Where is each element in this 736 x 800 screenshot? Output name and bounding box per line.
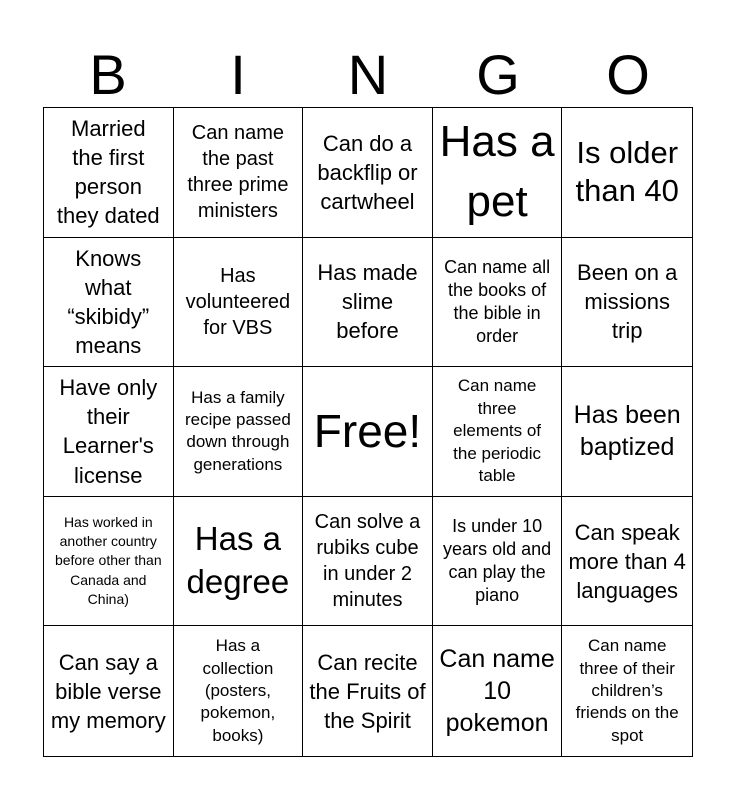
bingo-cell-r4c3[interactable] [303,497,433,627]
bingo-cell-r3c4[interactable] [433,367,563,497]
header-letter-g: G [476,43,520,106]
bingo-cell-r1c3[interactable] [303,108,433,238]
bingo-board [43,107,693,757]
cell-text: Can solve a rubiks cube in under 2 minutes [314,511,421,612]
cell-text: Has a collection (posters, pokemon, books) [200,636,276,745]
cell-text: Is older than 40 [575,134,679,209]
bingo-cell-r2c5[interactable] [562,238,692,368]
cell-text: Can recite the Fruits of the Spirit [309,649,426,733]
bingo-cell-r3c5[interactable] [562,367,692,497]
cell-text: Can name the past three prime ministers [187,122,289,223]
cell-text: Has made slime before [317,260,418,344]
bingo-cell-r5c1[interactable] [44,626,174,756]
cell-text: Has a pet [439,117,555,227]
bingo-cell-r2c2[interactable] [174,238,304,368]
bingo-header [43,44,693,106]
bingo-cell-r1c5[interactable] [562,108,692,238]
cell-text: Knows what “skibidy” means [67,245,150,358]
header-letter-i: I [230,43,246,106]
cell-text: Can name all the books of the bible in order [444,257,551,346]
bingo-cell-r4c2[interactable] [174,497,304,627]
cell-text: Have only their Learner's license [59,375,158,488]
cell-text: Can name 10 pokemon [439,645,555,738]
bingo-cell-r5c3[interactable] [303,626,433,756]
bingo-cell-r4c4[interactable] [433,497,563,627]
cell-text: Has a degree [186,520,290,601]
bingo-cell-r3c1[interactable] [44,367,174,497]
header-letter-o: O [606,43,650,106]
cell-text: Has worked in another country before other than Canada and China) [54,513,162,608]
bingo-cell-r1c1[interactable] [44,108,174,238]
cell-text: Can name three elements of the periodic table [453,376,542,486]
cell-text: Is under 10 years old and can play the piano [443,516,552,605]
cell-text: Can speak more than 4 languages [568,519,686,603]
bingo-cell-r2c1[interactable] [44,238,174,368]
bingo-cell-r2c4[interactable] [433,238,563,368]
cell-text: Been on a missions trip [577,260,678,344]
cell-text: Has a family recipe passed down through generations [184,387,291,474]
bingo-cell-r5c4[interactable] [433,626,563,756]
bingo-cell-r5c5[interactable] [562,626,692,756]
bingo-cell-r1c2[interactable] [174,108,304,238]
cell-text: Can do a backflip or cartwheel [317,130,418,214]
free-space: Free! [313,404,422,457]
bingo-cell-r5c2[interactable] [174,626,304,756]
bingo-cell-r3c3[interactable] [303,367,433,497]
bingo-cell-r2c3[interactable] [303,238,433,368]
cell-text: Married the first person they dated [56,116,160,229]
bingo-cell-r4c5[interactable] [562,497,692,627]
bingo-cell-r4c1[interactable] [44,497,174,627]
cell-text: Has volunteered for VBS [185,264,291,339]
cell-text: Has been baptized [573,401,681,462]
header-letter-n: N [347,43,389,106]
bingo-cell-r3c2[interactable] [174,367,304,497]
header-letter-b: B [89,43,127,106]
cell-text: Can name three of their children’s friends on the spot [575,636,679,745]
bingo-cell-r1c4[interactable] [433,108,563,238]
cell-text: Can say a bible verse my memory [50,649,166,733]
